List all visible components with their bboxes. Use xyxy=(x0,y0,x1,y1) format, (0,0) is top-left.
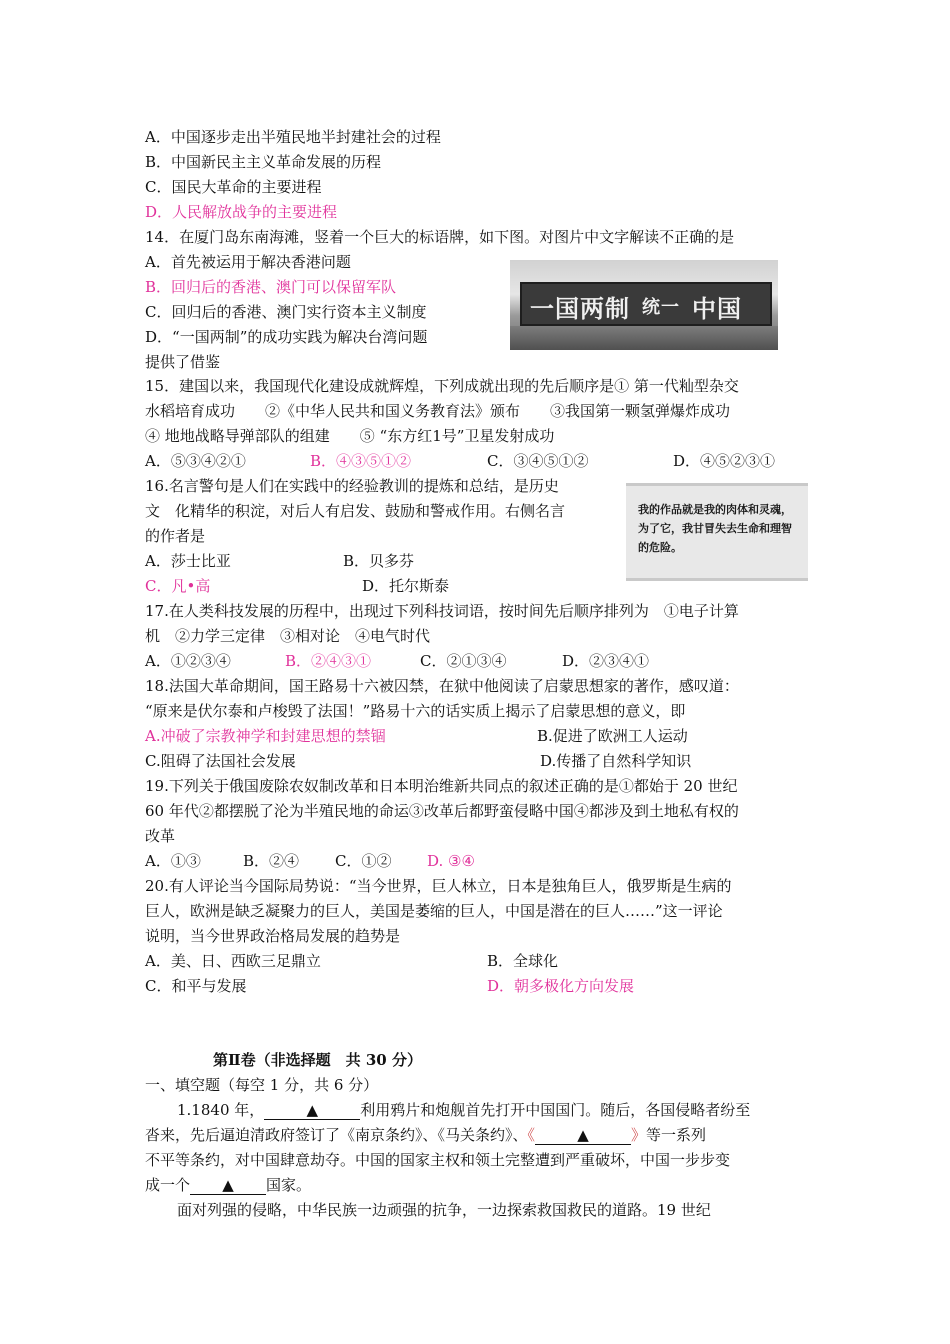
q18-stem-1: 18.法国大革命期间，国王路易十六被囚禁，在狱中他阅读了启蒙思想家的著作，感叹道： xyxy=(145,677,739,695)
q15-stem-1: 15．建国以来，我国现代化建设成就辉煌，下列成就出现的先后顺序是① 第一代籼型杂交 xyxy=(145,377,739,395)
fill-para2-line1: 面对列强的侵略，中华民族一边顽强的抗争，一边探索救国救民的道路。19 世纪 xyxy=(177,1201,711,1219)
q14-option-d: D．“一国两制”的成功实践为解决台湾问题 xyxy=(145,328,428,346)
q16-option-c: C．凡•高 xyxy=(145,577,211,595)
q18-stem-2: “原来是伏尔泰和卢梭毁了法国！”路易十六的话实质上揭示了启蒙思想的意义，即 xyxy=(145,702,686,720)
q13-option-d: D．人民解放战争的主要进程 xyxy=(145,203,338,221)
q15-stem-2: 水稻培育成功 ②《中华人民共和国义务教育法》颁布 ③我国第一颗氢弹爆炸成功 xyxy=(145,402,731,420)
q15-option-a: A．⑤③④②① xyxy=(145,452,246,470)
q20-stem-2: 巨人，欧洲是缺乏凝聚力的巨人，美国是萎缩的巨人，中国是潜在的巨人……”这一评论 xyxy=(145,902,723,920)
part2-section-heading: 一、填空题（每空 1 分，共 6 分） xyxy=(145,1076,379,1094)
q17-stem-1: 17.在人类科技发展的历程中，出现过下列科技词语，按时间先后顺序排列为 ①电子计算 xyxy=(145,602,739,620)
q19-stem-1: 19.下列关于俄国废除农奴制改革和日本明治维新共同点的叙述正确的是①都始于 20 世纪 xyxy=(145,777,738,795)
q19-option-b: B．②④ xyxy=(243,852,300,870)
q14-option-d-cont: 提供了借鉴 xyxy=(145,353,221,371)
text: 等一系列 xyxy=(646,1126,707,1144)
q16-stem-1: 16.名言警句是人们在实践中的经验教训的提炼和总结，是历史 xyxy=(145,477,559,495)
q14-option-c: C．回归后的香港、澳门实行资本主义制度 xyxy=(145,303,427,321)
q18-option-c: C.阻碍了法国社会发展 xyxy=(145,752,296,770)
quote-text: 我的作品就是我的肉体和灵魂，为了它，我甘冒失去生命和理智的危险。 xyxy=(638,503,792,554)
q20-option-d: D．朝多极化方向发展 xyxy=(487,977,635,995)
slogan-board xyxy=(520,282,772,326)
text: 国家。 xyxy=(266,1176,312,1194)
q18-option-b: B.促进了欧洲工人运动 xyxy=(537,727,688,745)
q19-stem-2: 60 年代②都摆脱了沦为半殖民地的命运③改革后都野蛮侵略中国④都涉及到土地私有权的 xyxy=(145,802,739,820)
fill-para1-line3: 不平等条约，对中国肆意劫夺。中国的国家主权和领土完整遭到严重破坏，中国一步步变 xyxy=(145,1151,731,1169)
q19-option-d: D. ③④ xyxy=(427,852,475,870)
q19-option-a: A．①③ xyxy=(145,852,201,870)
q16-option-a: A．莎士比亚 xyxy=(145,552,231,570)
q13-option-b: B．中国新民主主义革命发展的历程 xyxy=(145,153,382,171)
ground xyxy=(510,326,778,350)
q17-option-c: C．②①③④ xyxy=(420,652,507,670)
sign-text-1: 一国两制 xyxy=(530,295,630,323)
q18-option-d: D.传播了自然科学知识 xyxy=(540,752,692,770)
quote-image xyxy=(626,483,808,581)
q17-option-a: A．①②③④ xyxy=(145,652,231,670)
blank-2[interactable]: ▲ xyxy=(535,1126,631,1145)
q15-option-c: C．③④⑤①② xyxy=(487,452,589,470)
q17-option-b: B．②④③① xyxy=(285,652,372,670)
blank-3[interactable]: ▲ xyxy=(190,1176,266,1195)
q20-option-c: C．和平与发展 xyxy=(145,977,247,995)
q14-stem: 14．在厦门岛东南海滩，竖着一个巨大的标语牌，如下图。对图片中文字解读不正确的是 xyxy=(145,228,735,246)
text: 成一个 xyxy=(145,1176,191,1194)
text: 1.1840 年， xyxy=(177,1101,265,1119)
q20-option-b: B．全球化 xyxy=(487,952,559,970)
q16-stem-3: 的作者是 xyxy=(145,527,206,545)
part2-title: 第Ⅱ卷（非选择题 共 30 分） xyxy=(213,1051,422,1069)
q15-option-d: D．④⑤②③① xyxy=(673,452,776,470)
sign-text-3: 中国 xyxy=(692,295,742,323)
blank-1[interactable]: ▲ xyxy=(264,1101,360,1120)
bracket-open: 《 xyxy=(527,1126,536,1144)
q14-option-a: A．首先被运用于解决香港问题 xyxy=(145,253,351,271)
slogan-sign-photo xyxy=(510,260,778,350)
q15-stem-3: ④ 地地战略导弹部队的组建 ⑤ “东方红1号”卫星发射成功 xyxy=(145,427,555,445)
q20-option-a: A．美、日、西欧三足鼎立 xyxy=(145,952,321,970)
q13-option-c: C．国民大革命的主要进程 xyxy=(145,178,322,196)
fill-para1-line4 xyxy=(145,1175,311,1195)
q15-option-b: B．④③⑤①② xyxy=(310,452,412,470)
q17-stem-2: 机 ②力学三定律 ③相对论 ④电气时代 xyxy=(145,627,431,645)
q14-option-b: B．回归后的香港、澳门可以保留军队 xyxy=(145,278,397,296)
q19-option-c: C．①② xyxy=(335,852,392,870)
q20-stem-1: 20.有人评论当今国际局势说：“当今世界，巨人林立，日本是独角巨人，俄罗斯是生病的 xyxy=(145,877,732,895)
q18-option-a: A.冲破了宗教神学和封建思想的禁锢 xyxy=(145,727,386,745)
bracket-close: 》 xyxy=(631,1126,647,1144)
q13-option-a: A．中国逐步走出半殖民地半封建社会的过程 xyxy=(145,128,441,146)
q19-stem-3: 改革 xyxy=(145,827,176,845)
text: 利用鸦片和炮舰首先打开中国国门。随后，各国侵略者纷至 xyxy=(360,1101,751,1119)
q20-stem-3: 说明，当今世界政治格局发展的趋势是 xyxy=(145,927,401,945)
q16-stem-2: 文 化精华的积淀，对后人有启发、鼓励和警戒作用。右侧名言 xyxy=(145,502,566,520)
q16-option-d: D．托尔斯泰 xyxy=(362,577,450,595)
text: 沓来，先后逼迫清政府签订了《南京条约》、《马关条约》、 xyxy=(145,1126,528,1144)
sign-text-2: 统一 xyxy=(642,297,680,318)
q16-option-b: B．贝多芬 xyxy=(343,552,415,570)
fill-para1-line2 xyxy=(145,1125,706,1145)
q17-option-d: D．②③④① xyxy=(562,652,650,670)
fill-para1-line1 xyxy=(177,1100,750,1120)
